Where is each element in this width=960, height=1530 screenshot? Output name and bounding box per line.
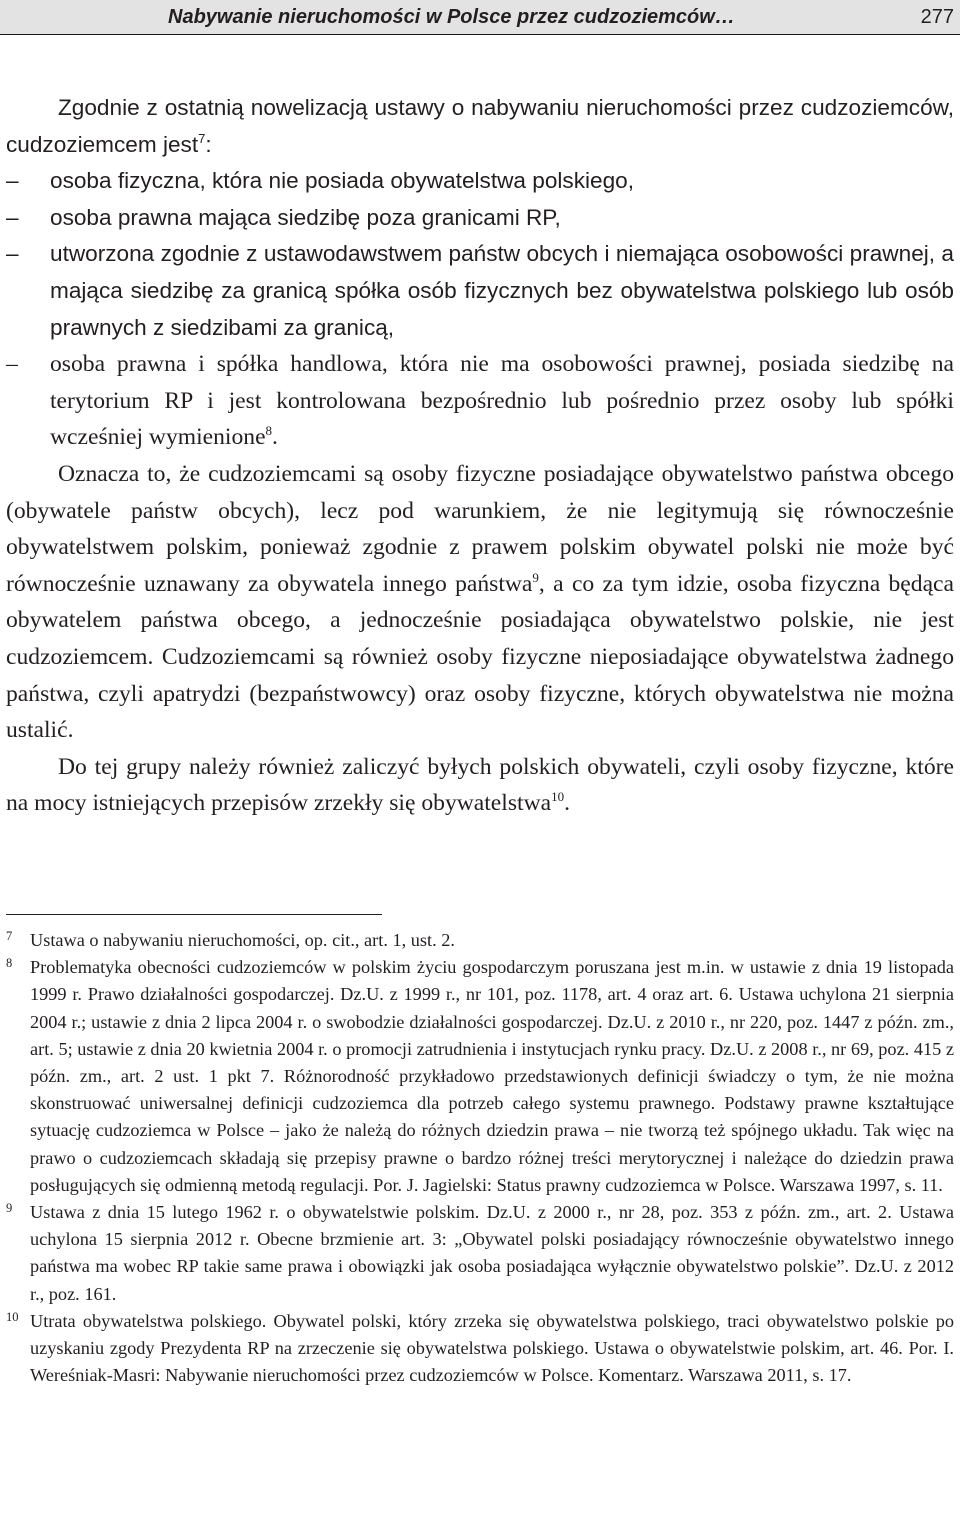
- dash-marker: –: [6, 204, 19, 230]
- intro-paragraph: [6, 90, 954, 163]
- paragraph-text: , a co za tym idzie, osoba fizyczna będąca obywatelem państwa obcego, a jednocześnie posiadająca obywatelstwo polskie, nie jest cudzoziemcem. Cudzoziemcami są również osoby fizyczne nieposiadające obywatelstwa żadnego państwa, czyli apatrydzi (bezpaństwowcy) oraz osoby fizyczne, których obywatelstwa nie można ustalić.: [6, 570, 954, 744]
- list-item: [6, 163, 954, 200]
- paragraph-text: Oznacza to, że cudzoziemcami są osoby fizyczne posiadające obywatelstwo państwa obcego (obywatele państw obcych), lecz pod warunkiem, że nie legitymują się równocześnie obywatelstwem polskim, ponieważ zgodnie z prawem polskim obywatel polski nie może być równocześnie uznawany za obywatela innego państwa: [6, 460, 954, 597]
- footnote: [6, 1199, 954, 1308]
- body-paragraph: [6, 456, 954, 749]
- list-item-text: osoba fizyczna, która nie posiada obywatelstwa polskiego,: [50, 168, 635, 194]
- running-title: Nabywanie nieruchomości w Polsce przez cudzoziemców…: [168, 6, 735, 28]
- footnote-number: 8: [6, 956, 13, 971]
- footnote-text: Ustawa o nabywaniu nieruchomości, op. cit., art. 1, ust. 2.: [30, 930, 455, 950]
- list-item-text: osoba prawna i spółka handlowa, która nie ma osobowości prawnej, posiada siedzibę na terytorium RP i jest kontrolowana bezpośrednio lub pośrednio przez osoby lub spółki wcześniej wymienione: [50, 351, 954, 451]
- dash-marker: –: [6, 168, 19, 194]
- paragraph-tail: .: [564, 790, 570, 817]
- list-item: [6, 346, 954, 456]
- definition-list-continued: [6, 346, 954, 456]
- footnotes: [6, 927, 954, 1389]
- footnote-ref[interactable]: 8: [265, 423, 273, 439]
- body-paragraph: [6, 749, 954, 822]
- list-item-tail: .: [272, 424, 278, 451]
- footnote-ref[interactable]: 7: [198, 130, 206, 146]
- list-item: [6, 236, 954, 346]
- main-text: [6, 90, 954, 822]
- dash-marker: –: [6, 241, 19, 267]
- intro-text: Zgodnie z ostatnią nowelizacją ustawy o nabywaniu nieruchomości przez cudzoziemców, cudzoziemcem jest: [6, 95, 954, 157]
- footnote-number: 7: [6, 929, 13, 943]
- running-header: [0, 0, 960, 35]
- footnote-number: 9: [6, 1201, 13, 1216]
- paragraph-text: Do tej grupy należy również zaliczyć byłych polskich obywateli, czyli osoby fizyczne, które na mocy istniejących przepisów zrzekły się obywatelstwa: [6, 753, 954, 817]
- footnote-number: 10: [6, 1309, 19, 1324]
- footnote-text: Problematyka obecności cudzoziemców w polskim życiu gospodarczym poruszana jest m.in. w ustawie z dnia 19 listopada 1999 r. Prawo działalności gospodarczej. Dz.U. z 1999 r., nr 101, poz. 1178, art. 4 oraz art. 6. Ustawa uchylona 21 sierpnia 2004 r.; ustawie z dnia 2 lipca 2004 r. o swobodzie działalności gospodarczej. Dz.U. z 2010 r., nr 220, poz. 1447 z późn. zm., art. 5; ustawie z dnia 20 kwietnia 2004 r. o promocji zatrudnienia i instytucjach rynku pracy. Dz.U. z 2008 r., nr 69, poz. 415 z późn. zm., art. 2 ust. 1 pkt 7. Różnorodność przykładowo przedstawionych definicji świadczy o tym, że nie można skonstruować uniwersalnej definicji cudzoziemca dla potrzeb całego systemu prawnego. Podstawy prawne kształtujące sytuację cudzoziemca w Polsce – jako że należą do różnych dziedzin prawa – nie tworzą też spójnego układu. Tak więc na prawo o cudzoziemcach składają się przepisy prawne o bardzo różnej treści merytorycznej i należące do dziedzin prawa posługujących się odmienną metodą regulacji. Por. J. Jagielski: Status prawny cudzoziemca w Polsce. Warszawa 1997, s. 11.: [30, 957, 954, 1195]
- footnote: [6, 1308, 954, 1390]
- list-item-text: osoba prawna mająca siedzibę poza granicami RP,: [50, 204, 561, 230]
- footnote-ref[interactable]: 10: [551, 789, 565, 805]
- dash-marker: –: [6, 351, 18, 378]
- list-item: [6, 200, 954, 237]
- footnote-separator: [6, 914, 382, 915]
- footnote: [6, 927, 954, 954]
- list-item-text: utworzona zgodnie z ustawodawstwem państw obcych i niemająca osobowości prawnej, a mająca siedzibę za granicą spółka osób fizycznych bez obywatelstwa polskiego lub osób prawnych z siedzibami za granicą,: [50, 241, 954, 340]
- page-number: 277: [920, 6, 954, 28]
- footnote-text: Utrata obywatelstwa polskiego. Obywatel polski, który zrzeka się obywatelstwa polskiego, traci obywatelstwo polskie po uzyskaniu zgody Prezydenta RP na zrzeczenie się obywatelstwa polskiego. Ustawa o obywatelstwie polskim, art. 46. Por. I. Wereśniak-Masri: Nabywanie nieruchomości przez cudzoziemców w Polsce. Komentarz. Warszawa 2011, s. 17.: [30, 1310, 954, 1386]
- footnote-ref[interactable]: 9: [532, 569, 539, 585]
- definition-list: [6, 163, 954, 346]
- intro-tail: :: [205, 131, 212, 157]
- footnote: [6, 954, 954, 1199]
- footnote-text: Ustawa z dnia 15 lutego 1962 r. o obywatelstwie polskim. Dz.U. z 2000 r., nr 28, poz. 353 z późn. zm., art. 2. Ustawa uchylona 15 sierpnia 2012 r. Obecne brzmienie art. 3: „Obywatel polski posiadający równocześnie obywatelstwo innego państwa ma wobec RP takie same prawa i obowiązki jak osoba posiadająca wyłącznie obywatelstwo polskie”. Dz.U. z 2012 r., poz. 161.: [30, 1202, 954, 1304]
- intro-section: [6, 90, 954, 346]
